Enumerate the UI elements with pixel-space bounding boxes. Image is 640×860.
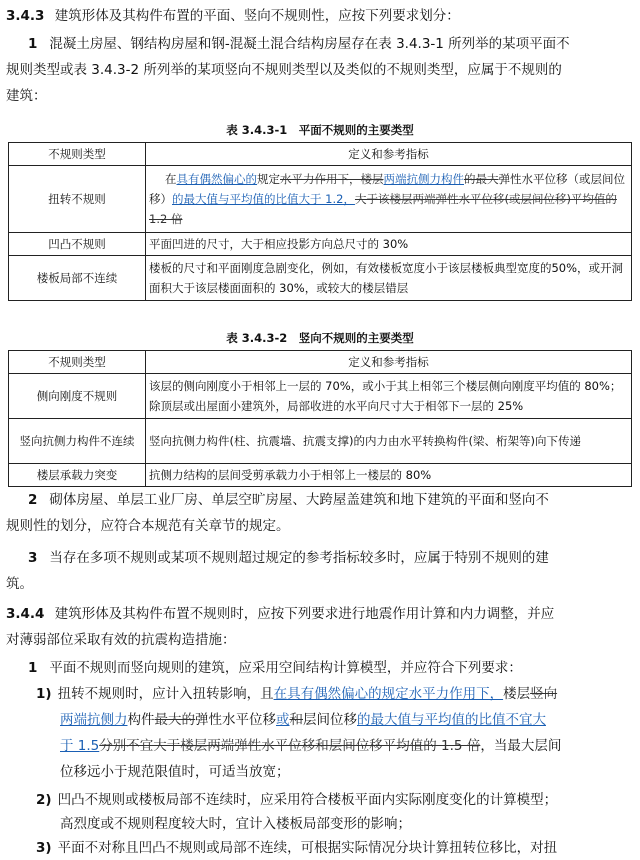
table-row [9, 256, 632, 301]
inserted-text: 在具有偶然偏心的规定水平力作用下， [273, 686, 504, 702]
subitem-2-line-2 [6, 812, 632, 836]
item-1-line-3: 建筑： [6, 88, 47, 104]
text-run: 扭转不规则时，应计入扭转影响，且 [57, 686, 274, 702]
deleted-text: 水平力作用下，楼层 [280, 172, 384, 186]
inserted-text: 于 1.5 [60, 738, 100, 754]
subitem-2-line-1 [6, 788, 632, 812]
item-text: 混凝土房屋、钢结构房屋和钢-混凝土混合结构房屋存在表 3.4.3-1 所列举的某项平面不 [49, 36, 570, 52]
table-2-caption: 表 3.4.3-2 竖向不规则的主要类型 [226, 331, 414, 345]
text-run: 在 [165, 172, 177, 186]
subitem-3-line-1 [6, 836, 632, 860]
clause-3-4-4-line-2: 对薄弱部位采取有效的抗震构造措施： [6, 632, 236, 648]
deleted-text: (或层间位移)平均值的 1.2 倍 [149, 192, 617, 226]
item-number: 1 [28, 660, 38, 676]
clause-text: 建筑形体及其构件布置的平面、竖向不规则性，应按下列要求划分： [54, 8, 460, 24]
subitem-number: 3) [36, 840, 52, 856]
item-number: 1 [28, 36, 38, 52]
row-definition: 竖向抗侧力构件(柱、抗震墙、抗震支撑)的内力由水平转换构件(梁、桁架等)向下传递 [146, 419, 632, 464]
item-text: 当存在多项不规则或某项不规则超过规定的参考指标较多时，应属于特别不规则的建 [49, 550, 549, 566]
row-type: 竖向抗侧力构件不连续 [9, 419, 146, 464]
inserted-text: 的最大值与平均值的比值大于 1.2， [172, 192, 355, 206]
header-definition: 定义和参考指标 [146, 351, 632, 374]
item-number: 3 [28, 550, 38, 566]
subitem-number: 1) [36, 686, 52, 702]
header-type: 不规则类型 [9, 143, 146, 166]
text-run: 移（或层间位移） [149, 172, 625, 206]
subitem-1-line-2 [6, 708, 632, 732]
clause-3-4-4-line-1 [6, 602, 632, 626]
row-definition: 楼板的尺寸和平面刚度急剧变化，例如，有效楼板宽度小于该层楼板典型宽度的50%，或开洞面积大于该层楼面面积的 30%，或较大的楼层错层 [146, 256, 632, 301]
table-row [9, 166, 632, 233]
subitem-1-line-3 [6, 734, 632, 758]
table-vertical-irregularity [8, 350, 632, 487]
item-text: 平面不规则而竖向规则的建筑，应采用空间结构计算模型，并应符合下列要求： [49, 660, 522, 676]
deleted-text: 分别不宜大于楼层两端弹性水平位移和层间位移平均值的 1.5 倍 [99, 738, 481, 754]
item-3-line-2: 筑。 [6, 576, 33, 592]
item-1-line-2: 规则类型或表 3.4.3-2 所列举的某项竖向不规则类型以及类似的不规则类型，应属于不规则的 [6, 62, 562, 78]
subitem-1-line-4 [6, 760, 632, 784]
row-type: 楼板局部不连续 [9, 256, 146, 301]
table-planar-irregularity [8, 142, 632, 301]
row-type: 侧向刚度不规则 [9, 374, 146, 419]
deleted-text: 和 [289, 712, 303, 728]
text-run: 构件 [127, 712, 155, 728]
deleted-text: 的最大 [464, 172, 499, 186]
text-run: 弹性水平位移 [195, 712, 276, 728]
deleted-text: 大于该楼层两端弹性水平位移 [354, 192, 505, 206]
item-1-text [6, 656, 632, 680]
deleted-text: 最大的 [154, 712, 195, 728]
header-definition: 定义和参考指标 [146, 143, 632, 166]
row-type: 楼层承载力突变 [9, 464, 146, 487]
row-definition [146, 166, 632, 233]
item-number: 2 [28, 492, 38, 508]
inserted-text: 两端抗侧力构件 [383, 172, 464, 186]
clause-number: 3.4.3 [6, 8, 45, 24]
text-run: 弹性水平位 [498, 172, 556, 186]
item-2-line-1 [6, 488, 632, 512]
row-definition: 该层的侧向刚度小于相邻上一层的 70%，或小于其上相邻三个楼层侧向刚度平均值的 80%；除顶层或出屋面小建筑外，局部收进的水平向尺寸大于相邻下一层的 25% [146, 374, 632, 419]
clause-3-4-3 [6, 4, 632, 28]
table-row [9, 419, 632, 464]
header-type: 不规则类型 [9, 351, 146, 374]
row-type: 扭转不规则 [9, 166, 146, 233]
row-type: 凹凸不规则 [9, 233, 146, 256]
text-run: 规定 [257, 172, 280, 186]
text-run: 平面不对称且凹凸不规则或局部不连续，可根据实际情况分块计算扭转位移比，对扭 [57, 840, 558, 856]
table-row [9, 464, 632, 487]
text-run: 位移远小于规范限值时，可适当放宽； [60, 764, 290, 780]
row-definition: 抗侧力结构的层间受剪承载力小于相邻上一楼层的 80% [146, 464, 632, 487]
inserted-text: 具有偶然偏心的 [176, 172, 257, 186]
table-1-caption: 表 3.4.3-1 平面不规则的主要类型 [226, 123, 414, 137]
text-run: 楼层 [503, 686, 531, 702]
text-run: 层间位移 [303, 712, 357, 728]
text-run: 高烈度或不规则程度较大时，宜计入楼板局部变形的影响； [60, 816, 411, 832]
row-definition: 平面凹进的尺寸，大于相应投影方向总尺寸的 30% [146, 233, 632, 256]
item-3-line-1 [6, 546, 632, 570]
text-run: ，当最大层间 [480, 738, 562, 754]
item-1-line-1 [6, 32, 632, 56]
deleted-text: 竖向 [530, 686, 558, 702]
item-2-line-2: 规则性的划分，应符合本规范有关章节的规定。 [6, 518, 290, 534]
subitem-1-line-1 [6, 682, 632, 706]
subitem-number: 2) [36, 792, 52, 808]
inserted-text: 的最大值与平均值的比值不宜大 [357, 712, 546, 728]
table-header-row [9, 351, 632, 374]
clause-number: 3.4.4 [6, 606, 45, 622]
table-row [9, 374, 632, 419]
table-row [9, 233, 632, 256]
inserted-text: 两端抗侧力 [60, 712, 128, 728]
table-header-row [9, 143, 632, 166]
text-run: 凹凸不规则或楼板局部不连续时，应采用符合楼板平面内实际刚度变化的计算模型； [57, 792, 558, 808]
inserted-text: 或 [276, 712, 290, 728]
clause-text: 建筑形体及其构件布置不规则时，应按下列要求进行地震作用计算和内力调整，并应 [54, 606, 555, 622]
item-text: 砌体房屋、单层工业厂房、单层空旷房屋、大跨屋盖建筑和地下建筑的平面和竖向不 [49, 492, 549, 508]
